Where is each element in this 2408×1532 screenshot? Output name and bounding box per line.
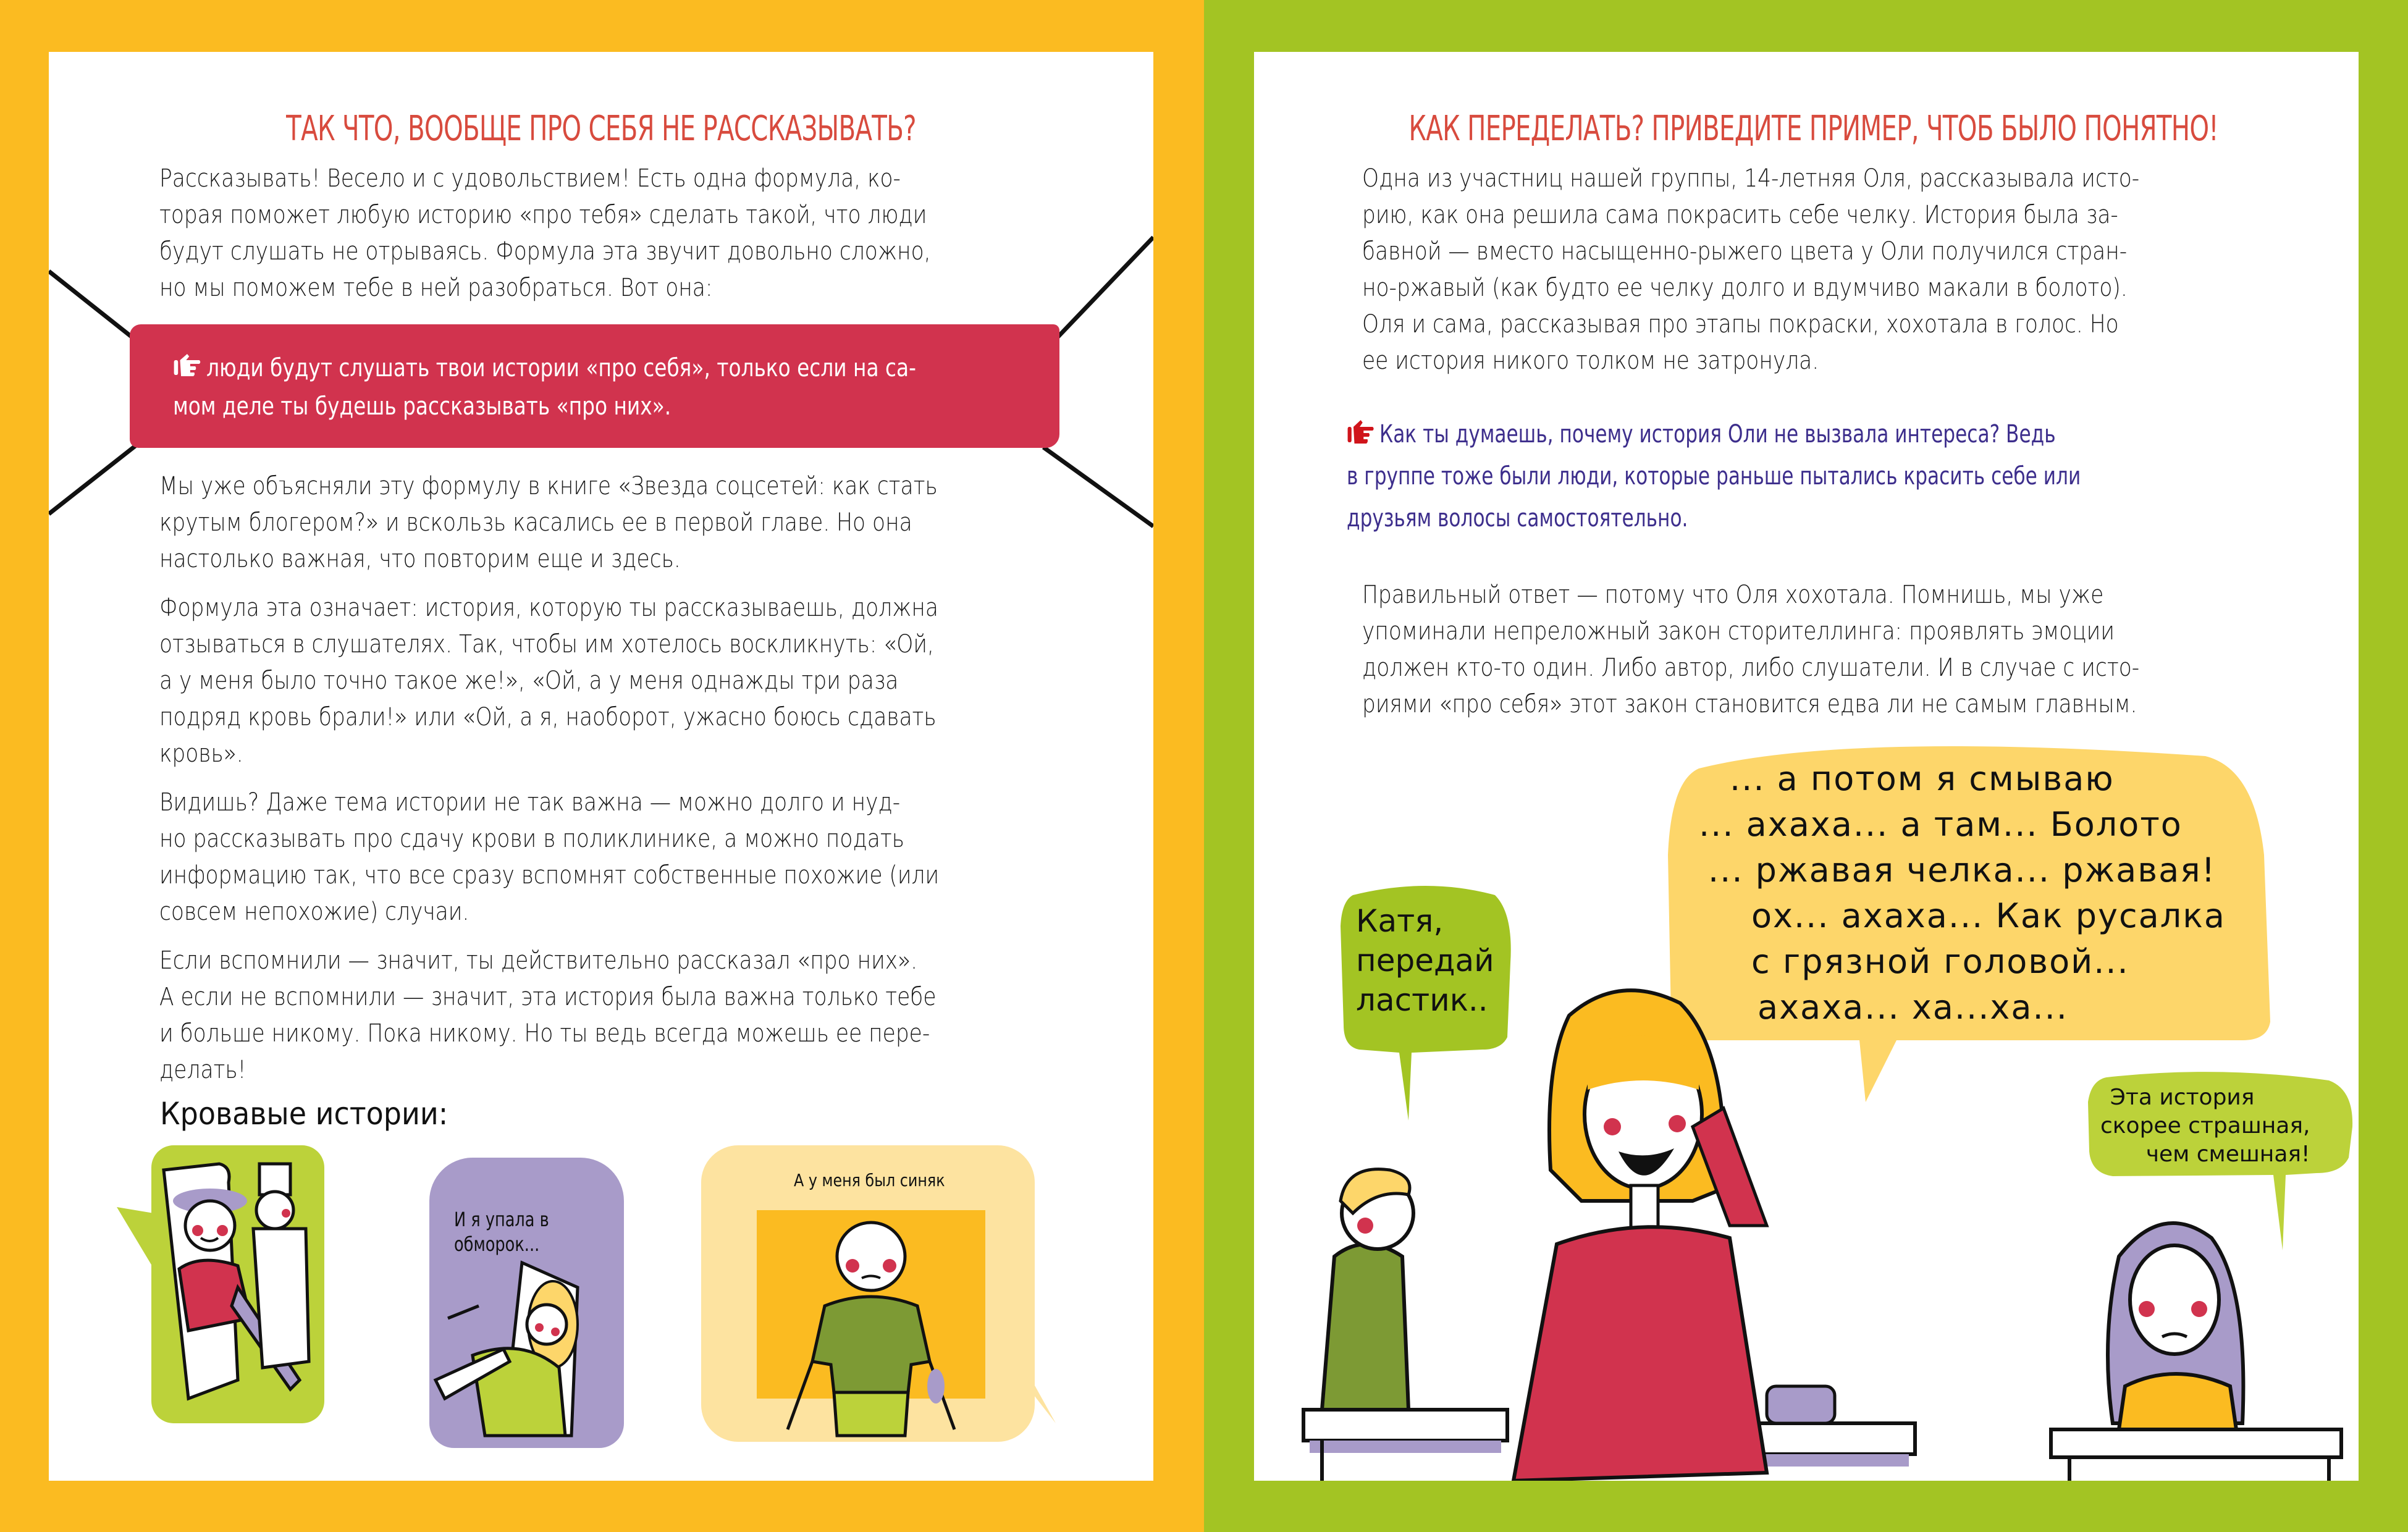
formula-banner [130, 324, 1059, 448]
classroom-illustration [1297, 966, 2359, 1481]
boy-speech-text: Катя, передай ластик.. [1356, 903, 1494, 1018]
right-page-title: КАК ПЕРЕДЕЛАТЬ? ПРИВЕДИТЕ ПРИМЕР, ЧТОБ БЫЛО ПОНЯТНО! [1408, 109, 2218, 149]
left-page-title: ТАК ЧТО, ВООБЩЕ ПРО СЕБЯ НЕ РАССКАЗЫВАТЬ? [286, 109, 916, 149]
boy-with-bruise-illustration [751, 1207, 991, 1442]
discussion-question: Как ты думаешь, почему история Оли не вызвала интереса? Ведь в группе тоже были люди, которые раньше пытались красить себе или друзьям волосы самостоятельно. [1347, 413, 2288, 539]
pointing-hand-icon [173, 351, 203, 379]
left-page [49, 52, 1153, 1481]
right-intro-paragraph: Одна из участниц нашей группы, 14-летняя Оля, рассказывала исто- рию, как она решила сама покрасить себе челку. История была за- бавной — вместо насыщенно-рыжего цвета у Оли получился стран- но-ржавый (как будто ее челку долго и вдумчиво макали в болото). Оля и сама, рассказывая про этапы покраски, хохотала в голос. Но ее история никого толком не затронула. [1362, 164, 2140, 375]
boy-donating-blood-illustration [151, 1145, 324, 1423]
paragraph: Формула эта означает: история, которую ты рассказываешь, должна отзываться в слушателях. Так, чтобы им хотелось воскликнуть: «Ой, а у меня было точно такое же!», «Ой, а у меня однажды три раза подряд кровь брали!» или «Ой, а я, наоборот, ужасно боюсь сдавать кровь». [159, 594, 938, 768]
left-body-paragraphs [159, 468, 1066, 1101]
comic-panel-blood-donation [151, 1145, 324, 1423]
right-answer-paragraph: Правильный ответ — потому что Оля хохотала. Помнишь, мы уже упоминали непреложный закон сторителлинга: проявлять эмоции должен кто-то один. Либо автор, либо слушатели. И в случае с исто- риями «про себя» этот закон становится едва ли не самым главным. [1362, 581, 2140, 718]
panel3-speech-tail [1012, 1368, 1056, 1429]
paragraph: Видишь? Даже тема истории не так важна — можно долго и нуд- но рассказывать про сдачу крови в поликлинике, а можно подать информацию так, что все сразу вспомнят собственные похожие (или совсем непохожие) случаи. [159, 788, 940, 926]
right-page [1254, 52, 2359, 1481]
paragraph: Если вспомнили — значит, ты действительно рассказал «про них». А если не вспомнили — значит, эта история была важна только тебе и больше никому. Пока никому. Но ты ведь всегда можешь ее пере- делать! [159, 946, 937, 1084]
girl-speech-text: Эта история скорее страшная, чем смешная! [2100, 1085, 2310, 1167]
paragraph: Мы уже объясняли эту формулу в книге «Звезда соцсетей: как стать крутым блогером?» и вскользь касались ее в первой главе. Но она настолько важная, что повторим еще и здесь. [159, 472, 938, 573]
comic-title: Кровавые истории: [160, 1096, 448, 1132]
comic-panel-bruise [701, 1145, 1035, 1442]
comic-panel-fainting [429, 1158, 624, 1448]
formula-text: люди будут слушать твои истории «про себя», только если на са- мом деле ты будешь рассказывать «про них». [173, 349, 1079, 426]
panel1-speech-tail [117, 1207, 160, 1275]
left-intro-paragraph: Рассказывать! Весело и с удовольствием! Есть одна формула, ко- торая поможет любую историю «про тебя» сделать такой, что люди будут слушать не отрываясь. Формула эта звучит довольно сложно, но мы поможем тебе в ней разобраться. Вот она: [159, 164, 931, 302]
panel3-caption: А у меня был синяк [794, 1170, 945, 1190]
panel2-caption: И я упала в обморок... [454, 1208, 549, 1256]
pointing-hand-icon [1347, 418, 1376, 446]
olya-speech-text: ... а потом я смываю ... ахаха... а там... Болото ... ржавая челка... ржавая! ох... ахаха... Как русалка с грязной головой... ахаха... ха...ха... [1699, 759, 2226, 1027]
girl-fainting-illustration [429, 1250, 624, 1448]
